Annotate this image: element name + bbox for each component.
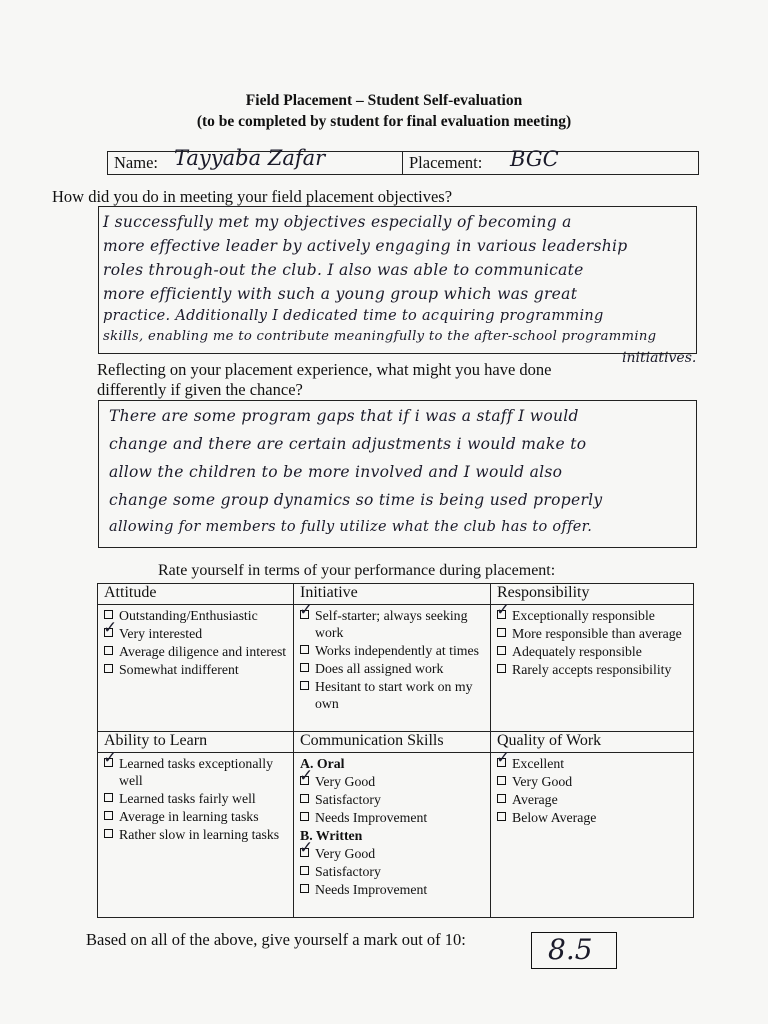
attitude-option[interactable]: Outstanding/Enthusiastic	[98, 607, 293, 625]
checkbox-icon[interactable]	[300, 681, 309, 690]
placement-value[interactable]: BGC	[510, 147, 559, 171]
communication-title: Communication Skills	[294, 732, 490, 753]
communication-cell	[294, 732, 491, 918]
quality-option[interactable]: ✓ Excellent	[491, 755, 693, 773]
quality-title: Quality of Work	[491, 732, 693, 753]
ability-title: Ability to Learn	[98, 732, 293, 753]
initiative-option[interactable]: ✓ Self-starter; always seeking work	[294, 607, 490, 642]
checkbox-checked-icon[interactable]	[104, 758, 113, 767]
checkbox-icon[interactable]	[104, 811, 113, 820]
question-reflection-line1: Reflecting on your placement experience, what might you have done	[97, 360, 552, 379]
attitude-option[interactable]: Somewhat indifferent	[98, 661, 293, 679]
initiative-option[interactable]: Works independently at times	[294, 642, 490, 660]
attitude-title: Attitude	[98, 584, 293, 605]
oral-label: A. Oral	[300, 756, 345, 771]
initiative-option[interactable]: Hesitant to start work on my own	[294, 678, 490, 713]
final-mark-label: Based on all of the above, give yourself a mark out of 10:	[86, 930, 466, 949]
answer-line: change some group dynamics so time is being used properly	[109, 491, 603, 509]
checkbox-icon[interactable]	[300, 663, 309, 672]
rating-table	[97, 583, 694, 918]
question-reflection-line2: differently if given the chance?	[97, 380, 303, 399]
form-subtitle: (to be completed by student for final evaluation meeting)	[196, 113, 572, 130]
attitude-cell	[98, 584, 294, 732]
checkbox-checked-icon[interactable]	[104, 628, 113, 637]
checkbox-icon[interactable]	[497, 794, 506, 803]
answer-line: I successfully met my objectives especially of becoming a	[103, 213, 572, 231]
written-label: B. Written	[300, 828, 363, 843]
initiative-option[interactable]: Does all assigned work	[294, 660, 490, 678]
checkbox-icon[interactable]	[300, 884, 309, 893]
answer-line: practice. Additionally I dedicated time to acquiring programming	[103, 308, 604, 324]
checkbox-checked-icon[interactable]	[497, 758, 506, 767]
written-option[interactable]: ✓ Very Good	[294, 845, 490, 863]
quality-cell	[491, 732, 694, 918]
checkbox-icon[interactable]	[300, 794, 309, 803]
responsibility-title: Responsibility	[491, 584, 693, 605]
answer-line: more effective leader by actively engaging in various leadership	[103, 237, 628, 255]
checkbox-icon[interactable]	[104, 829, 113, 838]
answer-line: roles through-out the club. I also was able to communicate	[103, 261, 584, 279]
name-label: Name:	[114, 153, 158, 172]
initiative-cell	[294, 584, 491, 732]
name-value[interactable]: Tayyaba Zafar	[174, 146, 326, 170]
responsibility-option[interactable]: More responsible than average	[491, 625, 693, 643]
attitude-option[interactable]: Average diligence and interest	[98, 643, 293, 661]
checkbox-icon[interactable]	[104, 646, 113, 655]
ability-option[interactable]: Average in learning tasks	[98, 808, 293, 826]
ability-option[interactable]: Learned tasks fairly well	[98, 790, 293, 808]
answer-line: There are some program gaps that if i was a staff I would	[109, 407, 579, 425]
quality-option[interactable]: Average	[491, 791, 693, 809]
checkbox-checked-icon[interactable]	[300, 776, 309, 785]
checkbox-icon[interactable]	[497, 664, 506, 673]
answer-line: more efficiently with such a young group which was great	[103, 285, 578, 303]
oral-option[interactable]: ✓ Very Good	[294, 773, 490, 791]
checkbox-checked-icon[interactable]	[300, 610, 309, 619]
answer-line: change and there are certain adjustments i would make to	[109, 435, 587, 453]
checkbox-icon[interactable]	[497, 812, 506, 821]
checkbox-checked-icon[interactable]	[300, 848, 309, 857]
answer-line: allow the children to be more involved and I would also	[109, 463, 563, 481]
answer-line: skills, enabling me to contribute meaningfully to the after-school programming	[103, 329, 657, 344]
responsibility-option[interactable]: Rarely accepts responsibility	[491, 661, 693, 679]
final-mark-value: 8.5	[548, 933, 593, 966]
checkbox-icon[interactable]	[497, 776, 506, 785]
answer-box-objectives[interactable]	[98, 206, 697, 354]
checkbox-icon[interactable]	[497, 628, 506, 637]
responsibility-option[interactable]: Adequately responsible	[491, 643, 693, 661]
checkbox-icon[interactable]	[104, 664, 113, 673]
ability-option[interactable]: Rather slow in learning tasks	[98, 826, 293, 844]
checkbox-icon[interactable]	[300, 812, 309, 821]
quality-option[interactable]: Below Average	[491, 809, 693, 827]
written-option[interactable]: Satisfactory	[294, 863, 490, 881]
ability-option[interactable]: ✓ Learned tasks exceptionally well	[98, 755, 293, 790]
checkbox-icon[interactable]	[300, 866, 309, 875]
oral-option[interactable]: Satisfactory	[294, 791, 490, 809]
initiative-title: Initiative	[294, 584, 490, 605]
written-option[interactable]: Needs Improvement	[294, 881, 490, 899]
answer-overflow: initiatives.	[622, 350, 697, 366]
checkbox-icon[interactable]	[104, 793, 113, 802]
responsibility-option[interactable]: ✓ Exceptionally responsible	[491, 607, 693, 625]
quality-option[interactable]: Very Good	[491, 773, 693, 791]
checkbox-icon[interactable]	[300, 645, 309, 654]
form-title: Field Placement – Student Self-evaluation	[245, 92, 523, 109]
oral-option[interactable]: Needs Improvement	[294, 809, 490, 827]
ability-cell	[98, 732, 294, 918]
checkbox-checked-icon[interactable]	[497, 610, 506, 619]
name-placement-row	[107, 146, 699, 175]
answer-line: allowing for members to fully utilize what the club has to offer.	[109, 519, 593, 535]
responsibility-cell	[491, 584, 694, 732]
placement-label: Placement:	[409, 153, 483, 172]
checkbox-icon[interactable]	[497, 646, 506, 655]
final-mark-box[interactable]	[531, 932, 617, 969]
answer-box-reflection[interactable]	[98, 400, 697, 548]
question-objectives: How did you do in meeting your field placement objectives?	[52, 187, 453, 206]
rating-heading: Rate yourself in terms of your performance during placement:	[158, 562, 556, 579]
attitude-option[interactable]: ✓ Very interested	[98, 625, 293, 643]
